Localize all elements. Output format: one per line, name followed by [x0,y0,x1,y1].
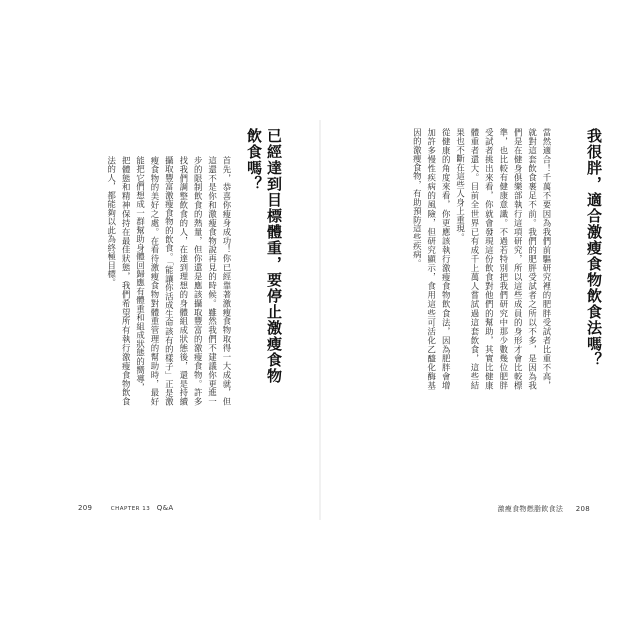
chapter-label: CHAPTER 13 [110,506,151,512]
left-page-paragraph-2: 把體態和精神保持在最佳狀態，我們希望所有執行激瘦食物飲食法的人，都能夠以此為終極目標。 [106,156,132,406]
right-page-number: 208 [575,505,590,513]
left-page-paragraph-1: 首先，恭喜你瘦身成功！你已經靠著激瘦食物取得一大成就，但這還不是你和激瘦食物說再見的時候。雖然我們不建議你更進一步的限制飲食的熱量，但你還是應該攝取豐富的激瘦食物。許多找我們調整飲食的人，在達到理想的身體組成狀態後，還是持續攝取豐富激瘦食物的飲食。「能讓你活成生命該有的樣子」正是激瘦食物的美好之處。在看待激瘦食物對體重管理的幫助時，最好能把它們想成一群幫助身體回歸應有體重和組成狀態的嚮導， [135,156,232,406]
left-page-footer [78,504,173,512]
right-page-paragraph-1: 當然適合！千萬不要因為我們前驅研究裡的肥胖受試者比重不高，就對這套飲食裹足不前。我們的肥胖受試者之所以不多，是因為我們是在健身俱樂部執行這項研究，所以這些成員的身形才會比較標準，也比較有健康意識。不過若特別把我們研究中那少數幾位肥胖受試者挑出來看，你就會發現這份飲食對他們的幫助，其實比健康體重者還大。目前全世界已有成千上萬人嘗試過這套飲食，這些結果也不斷在這些人身上重現。 [455,128,552,390]
right-page-footer [498,504,591,514]
right-page-paragraph-2: 從健康的角度來看，你更應該執行激瘦食物飲食法，因為肥胖會增加許多慢性疾病的風險，但研究顯示，食用這些可活化乙醯化酶基因的激瘦食物，有助預防這些疾病。 [412,128,452,390]
right-page-question-heading: 我很胖，適合激瘦食物飲食法嗎？ [585,128,603,368]
chapter-title: Q&A [156,504,174,512]
right-page-body [386,128,554,390]
left-page-number: 209 [78,504,93,512]
right-page [320,0,640,640]
running-title: 激瘦食物燃脂飲食法 [497,505,564,513]
left-page-question-heading: 已經達到目標體重，要停止激瘦食物飲食嗎？ [245,128,283,384]
left-page-body [84,156,234,406]
